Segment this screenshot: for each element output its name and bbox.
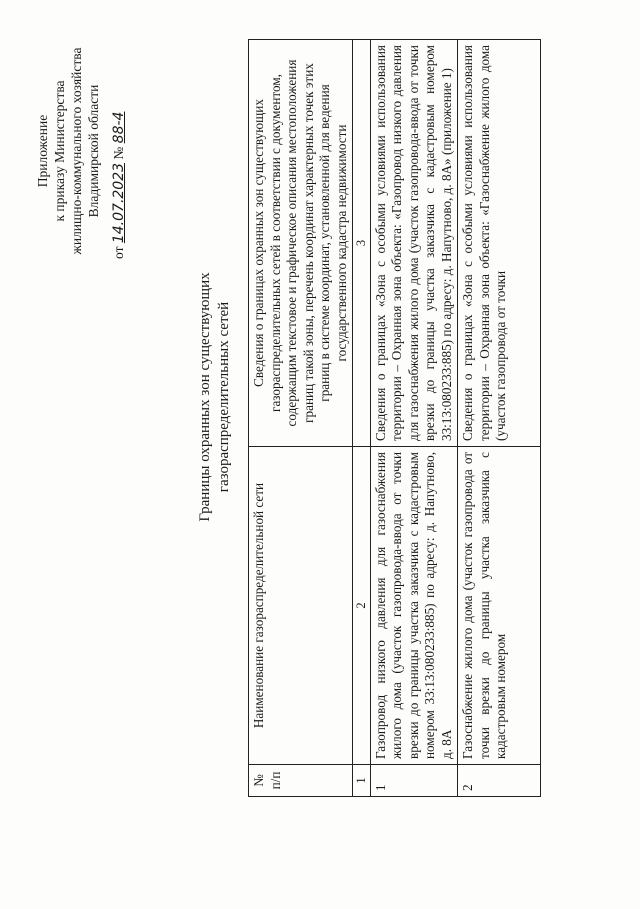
column-number: 2 — [353, 447, 371, 765]
approval-line-2: к приказу Министерства — [52, 80, 67, 222]
table-header-row — [249, 40, 353, 797]
column-number-row — [353, 40, 371, 797]
approval-block — [34, 21, 128, 281]
number-sign: № — [111, 146, 126, 160]
row-zone-info: Сведения о границах «Зона с особыми условиями использования территории – Охранная зона объекта: «Газопровод низкого давления для газоснабжения жилого дома (участок газопровода-ввода от точки врезки до границы участка заказчика с кадастровым номером 33:13:080233:885) по адресу: д. Напутново, д. 8А» (приложение 1) — [370, 40, 458, 447]
approval-line-3: жилищно-коммунального хозяйства — [69, 47, 84, 255]
row-number: 1 — [370, 765, 458, 797]
row-network-name: Газоснабжение жилого дома (участок газопровода от точки врезки до границы участка заказчика с кадастровым номером — [458, 447, 541, 765]
order-number: 88-4 — [111, 111, 127, 144]
header-number: № п/п — [249, 765, 353, 797]
date-value: 14.07.2023 — [111, 162, 127, 244]
date-prefix: от — [111, 246, 126, 259]
table-row — [370, 40, 458, 797]
zones-table — [248, 39, 541, 797]
header-network-name: Наименование газораспределительной сети — [249, 447, 353, 765]
header-zone-info: Сведения о границах охранных зон существующих газораспределительных сетей в соответствии с документом, содержащим текстовое и графическое описания местоположения границ такой зоны, перечень координат характерных точек этих границ в системе координат, установленной для ведения государственного кадастра недвижимости — [249, 40, 353, 447]
row-network-name: Газопровод низкого давления для газоснабжения жилого дома (участок газопровода-ввода от точки врезки до границы участка заказчика с кадастровым номером 33:13:080233:885) по адресу: д. Напутново, д. 8А — [370, 447, 458, 765]
row-number: 2 — [458, 765, 541, 797]
table-row — [458, 40, 541, 797]
document-title — [196, 117, 234, 677]
column-number: 3 — [353, 40, 371, 447]
approval-line-4: Владимирской области — [86, 84, 101, 218]
title-line-1: Границы охранных зон существующих — [197, 272, 213, 522]
row-zone-info: Сведения о границах «Зона с особыми условиями использования территории – Охранная зона объекта: «Газоснабжение жилого дома (участок газопровода от точки — [458, 40, 541, 447]
order-date-number — [110, 21, 128, 281]
column-number: 1 — [353, 765, 371, 797]
title-line-2: газораспределительных сетей — [216, 301, 232, 493]
approval-line-1: Приложение — [35, 114, 50, 188]
